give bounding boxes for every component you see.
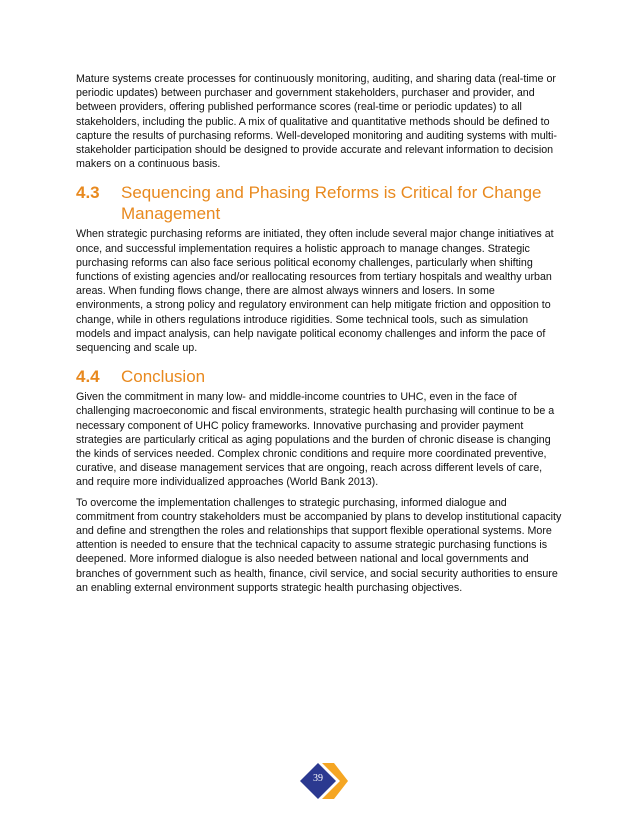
page-content — [76, 72, 562, 601]
section-number: 4.4 — [76, 367, 100, 387]
section-number: 4.3 — [76, 183, 100, 203]
page-number: 39 — [313, 773, 323, 784]
section-title: Conclusion — [121, 367, 206, 387]
section-paragraph: Given the commitment in many low- and middle-income countries to UHC, even in the face of challenging macroeconomic and fiscal environments, strategic health purchasing will continue to be a necessary component of UHC policy frameworks. Innovative purchasing and provider payment strategies are particularly critical as aging populations and the burden of chronic disease is changing the kinds of services needed. Complex chronic conditions and require more coordinated preventive, curative, and disease management services that are ongoing, reach across different levels of care, and require more individualized approaches (World Bank 2013). — [76, 391, 555, 489]
section-paragraph: To overcome the implementation challenges to strategic purchasing, informed dialogue and commitment from country stakeholders must be accompanied by plans to develop institutional capacity and define and strengthen the roles and relationships that support flexible operational systems. More attention is needed to ensure that the technical capacity to assume strategic purchasing functions is deepened. More informed dialogue is also needed between national and local governments and branches of government such as health, finance, civil service, and social security authorities to ensure an enabling external environment supports strategic health purchasing objectives. — [76, 496, 562, 594]
section-paragraph: When strategic purchasing reforms are initiated, they often include several major change initiatives at once, and successful implementation requires a holistic approach to manage changes. Strategic purchasing reforms can also face serious political economy challenges, particularly when shifting functions of existing agencies and/or reallocating resources from tertiary hospitals and wealthy urban areas. When funding flows change, there are almost always winners and losers. In some environments, a strong policy and regulatory environment can help mitigate friction and opposition to change, while in others regulations introduce rigidities. Some technical tools, such as simulation models and impact analysis, can help navigate political economy challenges and inform the pace of sequencing and scale up. — [76, 228, 554, 355]
intro-paragraph: Mature systems create processes for continuously monitoring, auditing, and sharing data (real-time or periodic updates) between purchaser and government stakeholders, purchaser and provider, and between providers, offering published performance scores (real-time or periodic updates) to all stakeholders, including the public. A mix of qualitative and quantitative methods should be defined to capture the results of purchasing reforms. Well-developed monitoring and auditing systems with multi-stakeholder participation should be designed to provide accurate and relevant information to decision makers on a continuous basis. — [76, 73, 557, 171]
section-heading-4-4 — [76, 366, 562, 387]
page-number-badge — [300, 763, 348, 799]
section-title: Sequencing and Phasing Reforms is Critical for Change Management — [121, 183, 542, 224]
section-heading-4-3 — [76, 182, 562, 224]
